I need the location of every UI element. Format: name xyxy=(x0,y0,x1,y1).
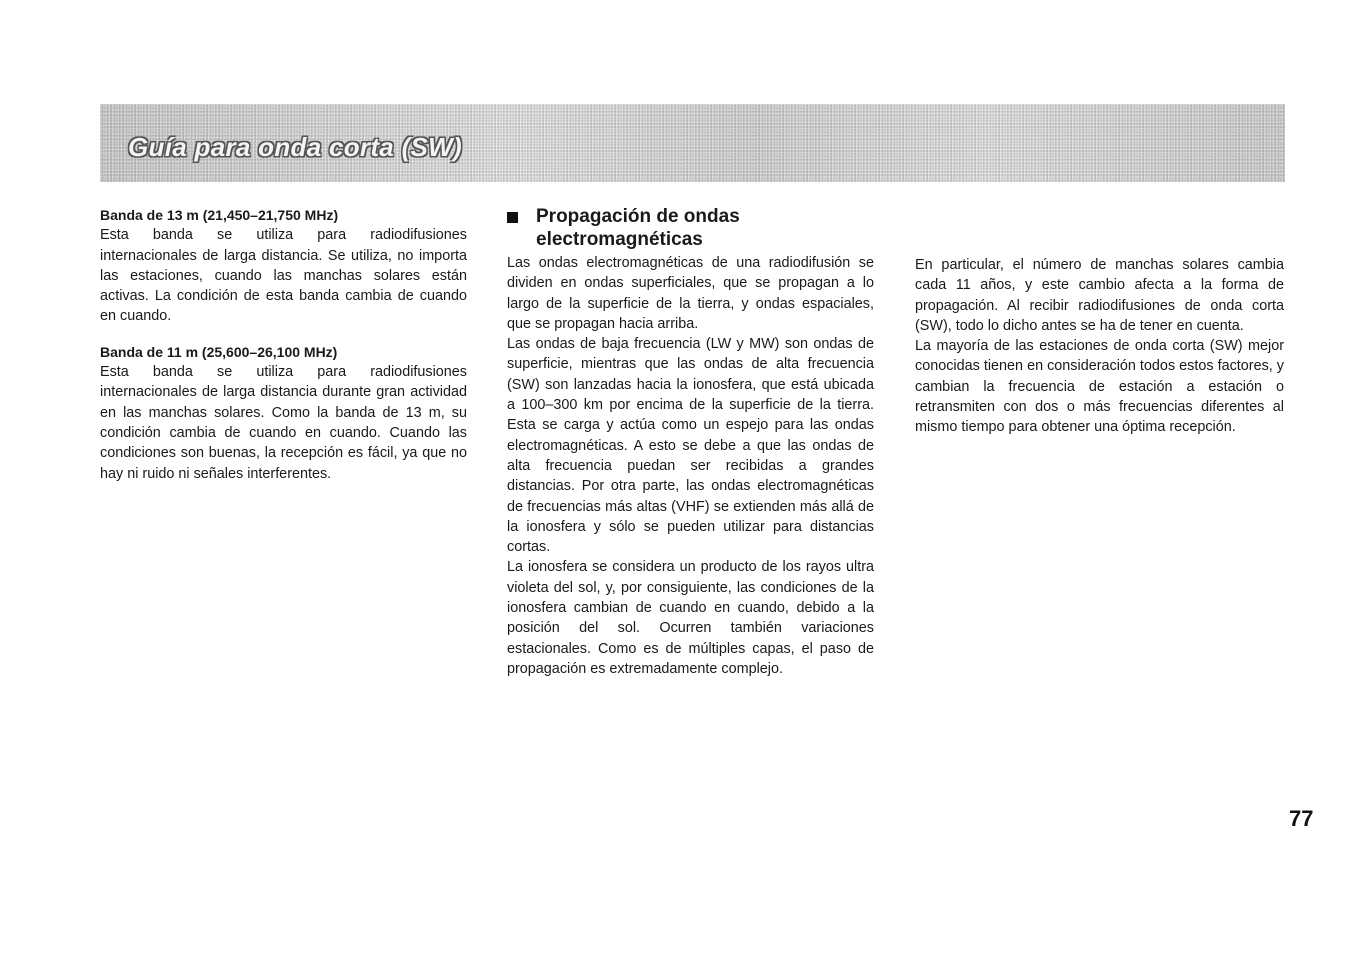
section-heading xyxy=(507,205,874,251)
paragraph: En particular, el número de manchas solares cambia cada 11 años, y este cambio afecta a la forma de propagación. Al recibir radiodifusiones de onda corta (SW), todo lo dicho antes se ha de tener en cuenta. xyxy=(915,257,1284,334)
section-banner xyxy=(100,104,1285,182)
column-middle xyxy=(507,205,874,679)
spacer xyxy=(100,327,467,342)
paragraph: Las ondas electromagnéticas de una radiodifusión se dividen en ondas superficiales, que se propagan a lo largo de la superficie de la tierra, y ondas espaciales, que se propagan hacia arriba. xyxy=(507,255,874,332)
column-left xyxy=(100,205,467,484)
band-11m-text: Esta banda se utiliza para radiodifusiones internacionales de larga distancia durante gran actividad en las manchas solares. Como la banda de 13 m, su condición cambia de cuando en cuando. Cuando las condiciones son buenas, la recepción es fácil, ya que no hay ni ruido ni señales interferentes. xyxy=(100,364,467,482)
column-right xyxy=(915,255,1284,438)
band-13m-text: Esta banda se utiliza para radiodifusiones internacionales de larga distancia. Se utiliza, no importa las estaciones, cuando las manchas solares están activas. La condición de esta banda cambia de cuando en cuando. xyxy=(100,227,467,325)
paragraph: La ionosfera se considera un producto de los rayos ultra violeta del sol, y, por consiguiente, las condiciones de la ionosfera cambian de cuando en cuando, debido a la posición del sol. Ocurren también variaciones estacionales. Como es de múltiples capas, el paso de propagación es extremadamente complejo. xyxy=(507,559,874,677)
banner-title: Guía para onda corta (SW) xyxy=(128,132,462,162)
paragraph: Las ondas de baja frecuencia (LW y MW) son ondas de superficie, mientras que las ondas de alta frecuencia (SW) son lanzadas hacia la ionosfera, que está ubicada a 100–300 km por encima de la superficie de la tierra. Esta se carga y actúa como un espejo para las ondas electromagnéticas. A esto se debe a que las ondas de alta frecuencia puedan ser recibidas a grandes distancias. Por otra parte, las ondas electromagnéticas de frecuencias más altas (VHF) se extienden más allá de la ionosfera y sólo se pueden utilizar para distancias cortas. xyxy=(507,336,874,556)
band-11m-heading: Banda de 11 m (25,600–26,100 MHz) xyxy=(100,343,338,360)
section-title: Propagación de ondas electromagnéticas xyxy=(536,206,740,250)
bullet-square-icon xyxy=(507,212,518,223)
page-number: 77 xyxy=(1289,806,1314,831)
paragraph: La mayoría de las estaciones de onda corta (SW) mejor conocidas tienen en consideración todos estos factores, y cambian la frecuencia de estación a estación o retransmiten con dos o más frecuencias diferentes al mismo tiempo para obtener una óptima recepción. xyxy=(915,338,1284,436)
band-13m-heading: Banda de 13 m (21,450–21,750 MHz) xyxy=(100,207,339,223)
